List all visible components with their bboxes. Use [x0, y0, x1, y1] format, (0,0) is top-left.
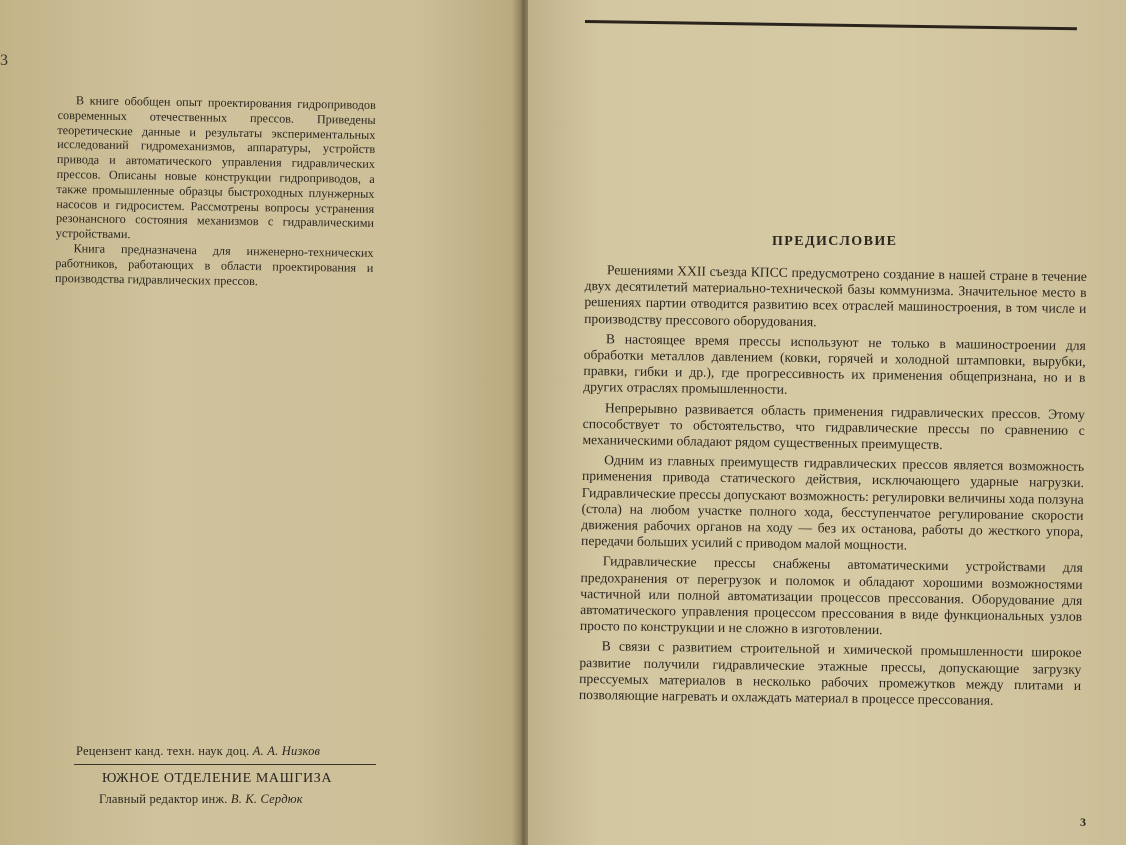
editor-name: В. К. Сердюк [230, 792, 303, 806]
preface-body [579, 262, 1087, 714]
page-number: 3 [1080, 815, 1086, 829]
reviewer-label: Рецензент канд. техн. наук доц. [76, 744, 250, 758]
left-page-corner-mark: 3 [0, 52, 8, 69]
publisher-name: ЮЖНОЕ ОТДЕЛЕНИЕ МАШГИЗА [102, 771, 333, 786]
abstract-paragraph: Книга предназначена для инженерно-технических работников, работающих в области проектирования и производства гидравлических прессов. [54, 241, 374, 288]
preface-title: ПРЕДИСЛОВИЕ [772, 234, 898, 249]
editor-label: Главный редактор инж. [99, 792, 228, 806]
body-paragraph: В настоящее время прессы используют не только в машиностроении для обработки металлов давлением (ковки, горячей и холодной штамповки, вырубки, правки, гибки и др.), где прогрессивность их применения общепризнана, но и в других отраслях промышленности. [583, 331, 1086, 398]
reviewer-line-text [76, 744, 376, 759]
abstract-paragraph: В книге обобщен опыт проектирования гидроприводов современных отечественных прессов. Приведены теоретические данные и результаты экспериментальных исследований гидромеханизмов, аппаратуры, устройств привода и автоматического управления гидравлических прессов. Описаны новые конструкции гидроприводов, а также промышленные образцы быстроходных плунжерных насосов и гидросистем. Рассмотрены вопросы устранения резонансного состояния механизмов с гидравлическими устройствами. [55, 93, 376, 242]
editor-line [99, 792, 399, 807]
body-paragraph: В связи с развитием строительной и химической промышленности широкое развитие получили гидравлические этажные прессы, допускающие загрузку прессуемых материалов в несколько рабочих промежутков между плитами и позволяющие нагревать и охлаждать материал в процессе прессования. [578, 638, 1082, 708]
divider-rule [74, 764, 376, 765]
body-paragraph: Решениями XXII съезда КПСС предусмотрено создание в нашей стране в течение двух десятилетий материально-технической базы коммунизма. Значительное место в решениях партии отводится развитию всех отраслей машиностроения, в том числе и производству прессового оборудования. [584, 262, 1087, 329]
book-abstract [55, 93, 376, 290]
body-paragraph: Гидравлические прессы снабжены автоматическими устройствами для предохранения от перегрузок и поломок и обладают хорошими возможностями частичной или полной автоматизации процессов прессования. Оборудование для автоматического управления процессом прессования в виде функциональных узлов просто по конструкции и не сложно в изготовлении. [579, 553, 1083, 638]
body-paragraph: Непрерывно развивается область применения гидравлических прессов. Этому способствует то обстоятельство, что гидравлические прессы по сравнению с механическими обладают рядом существенных преимуществ. [582, 399, 1086, 453]
reviewer-name: А. А. Низков [252, 744, 321, 758]
body-paragraph: Одним из главных преимуществ гидравлических прессов является возможность применения привода статического действия, исключающего ударные нагрузки. Гидравлические прессы допускают возможность: регулировки величины хода ползуна (стола) на любом участке полного хода, бесступенчатое регулирование скорости движения рабочих органов на ходу — без их останова, работы до жесткого упора, передачи больших усилий с приводом малой мощности. [581, 452, 1085, 553]
